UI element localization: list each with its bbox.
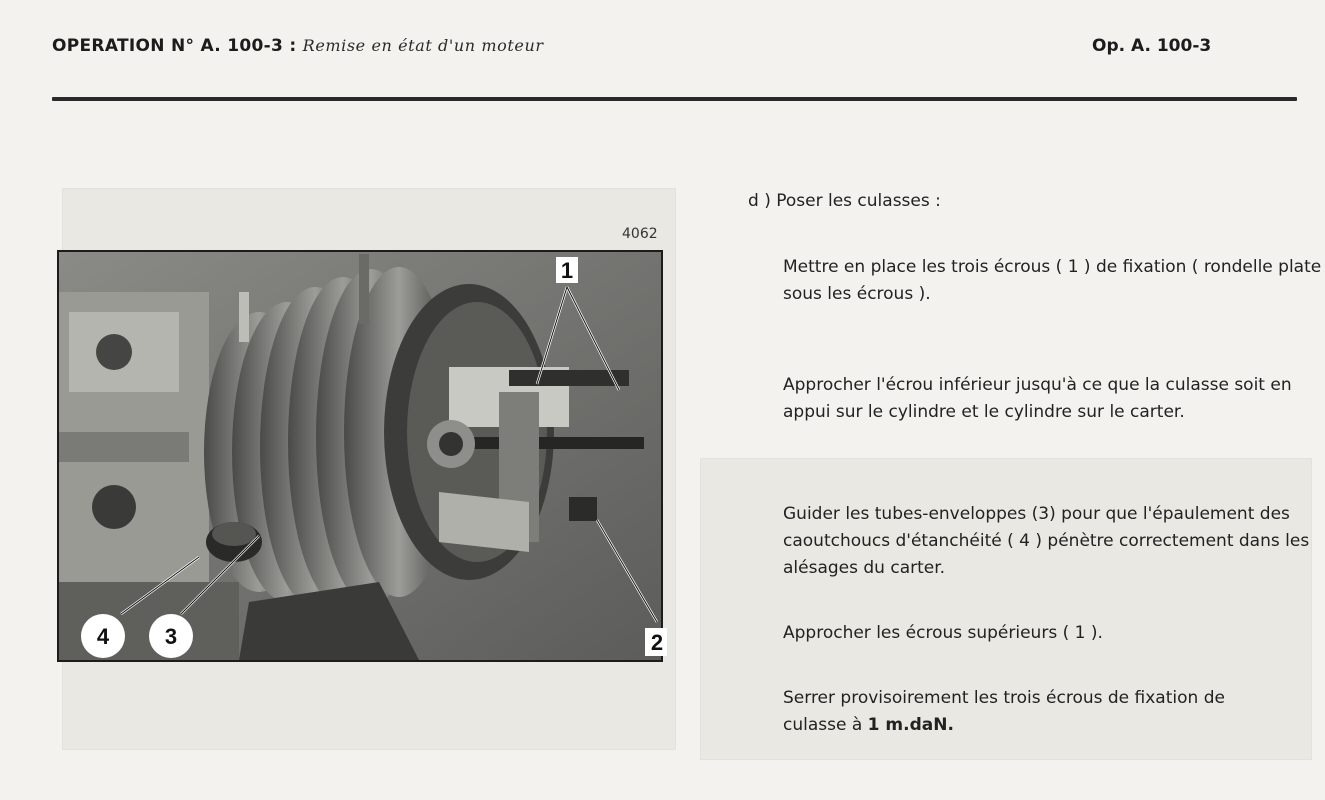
engine-cylinder-head-illustration (59, 252, 664, 660)
operation-subject: Remise en état d'un moteur (302, 36, 544, 55)
instruction-paragraph-torque (783, 685, 1283, 739)
callout-2-label: 2 (650, 630, 664, 655)
instruction-paragraph: Mettre en place les trois écrous ( 1 ) de fixation ( rondelle plate sous les écrous ). (783, 257, 1322, 304)
step-title: d ) Poser les culasses : (748, 191, 941, 211)
callout-4-label: 4 (96, 624, 110, 649)
instruction-paragraph: Approcher l'écrou inférieur jusqu'à ce que la culasse soit en appui sur le cylindre et le cylindre sur le carter. (783, 375, 1292, 422)
figure-number: 4062 (622, 226, 658, 242)
instruction-paragraph: Guider les tubes-enveloppes (3) pour que l'épaulement des caoutchoucs d'étanchéité ( 4 ) pénètre correctement dans les alésages du carter. (783, 504, 1310, 578)
page-header (52, 36, 1297, 66)
engine-photo-figure (57, 250, 663, 662)
operation-number: OPERATION N° A. 100-3 : (52, 36, 297, 56)
torque-instruction-text: Serrer provisoirement les trois écrous de fixation de culasse à (783, 688, 1225, 735)
instruction-paragraph: Approcher les écrous supérieurs ( 1 ). (783, 623, 1103, 643)
callout-1-label: 1 (560, 258, 574, 283)
callout-3-label: 3 (164, 624, 178, 649)
operation-title (52, 36, 544, 56)
operation-reference: Op. A. 100-3 (1092, 36, 1212, 56)
torque-value: 1 m.daN. (867, 715, 954, 735)
header-rule (52, 97, 1297, 101)
